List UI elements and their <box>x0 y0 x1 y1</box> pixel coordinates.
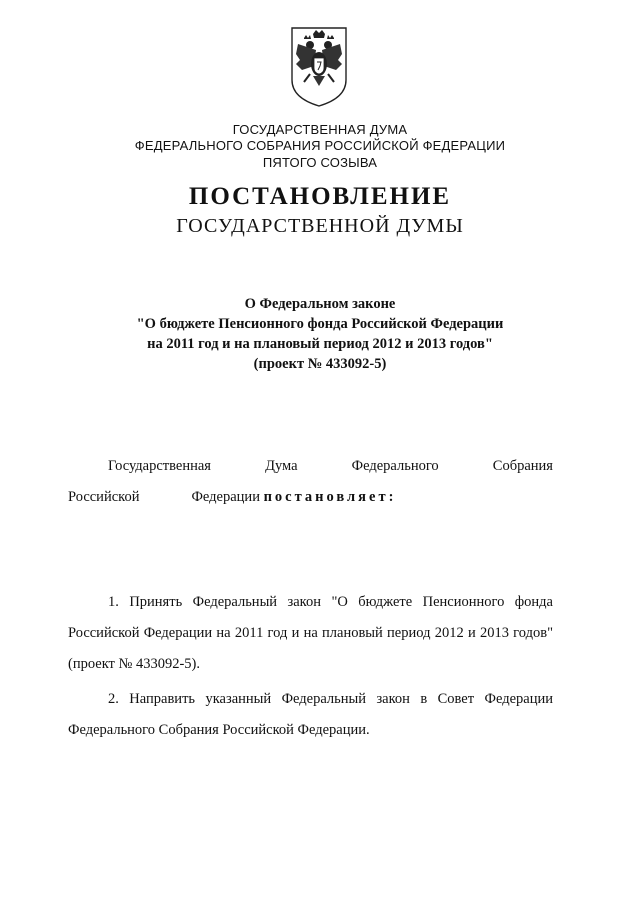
preamble-word: Федерального <box>351 458 439 474</box>
resolution-item: 1. Принять Федеральный закон "О бюджете Пенсионного фонда Российской Федерации на 2011 год и на плановый период 2012 и 2013 годов" (проект № 433092-5). <box>68 594 553 672</box>
preamble-word: Российской <box>68 489 140 505</box>
org-name-line2: ФЕДЕРАЛЬНОГО СОБРАНИЯ РОССИЙСКОЙ ФЕДЕРАЦИИ <box>134 138 506 153</box>
subject-project-number: (проект № 433092-5) <box>253 356 387 372</box>
preamble-word: Собрания <box>492 458 553 474</box>
preamble-line2 <box>68 489 553 506</box>
subject-line: на 2011 год и на плановый период 2012 и 2013 годов" <box>147 336 493 352</box>
subject-line: "О бюджете Пенсионного фонда Российской Федерации <box>136 316 504 332</box>
document-issuer: ГОСУДАРСТВЕННОЙ ДУМЫ <box>176 215 464 237</box>
document-type-title: ПОСТАНОВЛЕНИЕ <box>188 183 452 210</box>
org-convocation: ПЯТОГО СОЗЫВА <box>262 155 378 170</box>
subject-line: О Федеральном законе <box>244 296 396 312</box>
org-name-line1: ГОСУДАРСТВЕННАЯ ДУМА <box>232 122 408 137</box>
resolves-word: постановляет: <box>263 489 397 505</box>
preamble-word: Дума <box>265 458 298 474</box>
preamble-line1 <box>108 458 553 475</box>
preamble-word: Государственная <box>108 458 211 474</box>
coat-of-arms-icon <box>280 24 358 108</box>
resolution-item: 2. Направить указанный Федеральный закон в Совет Федерации Федерального Собрания Российской Федерации. <box>68 691 553 738</box>
preamble-word: Федерации <box>191 489 260 505</box>
